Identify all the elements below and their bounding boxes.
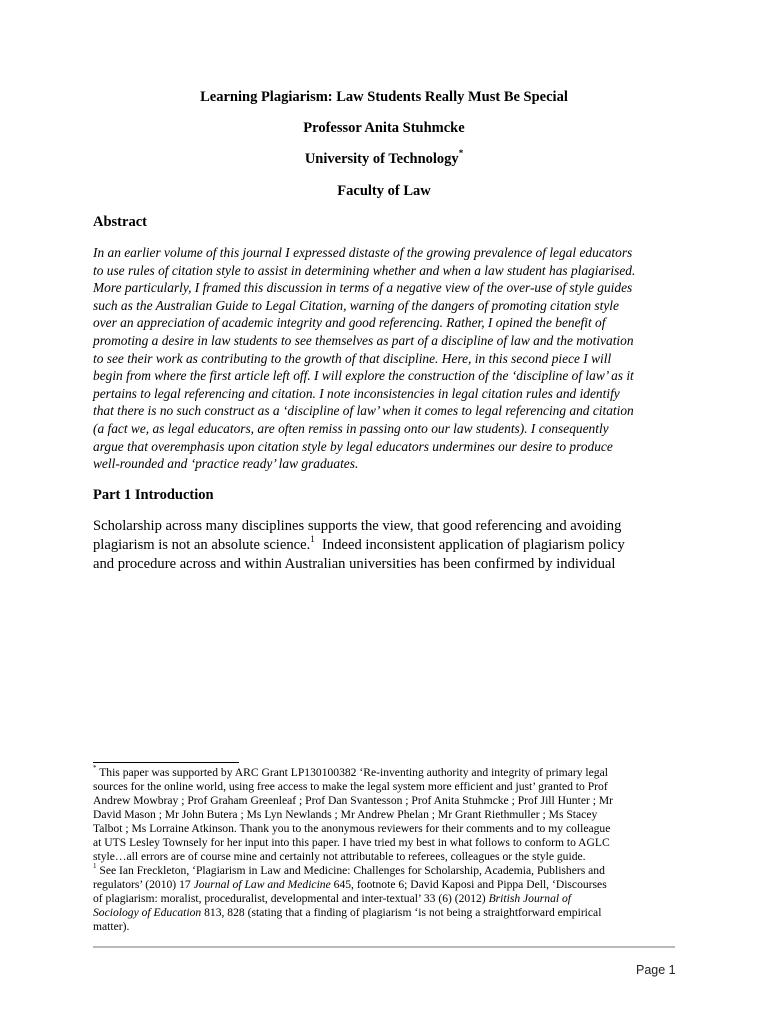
footnote-text: See Ian Freckleton, ‘Plagiarism in Law and Medicine: Challenges for Scholarship, Academia, Publishers and [96, 864, 605, 877]
footnote-text: of plagiarism: moralist, proceduralist, developmental and inter-textual’ 33 (6) (2012) [93, 892, 489, 905]
footnote-line [93, 906, 683, 920]
abstract-line: More particularly, I framed this discussion in terms of a negative view of the over-use of style guides [93, 280, 633, 296]
abstract-line: promoting a desire in law students to see themselves as part of a discipline of law and the motivation [93, 332, 634, 348]
footnote-separator [93, 762, 239, 763]
abstract-line: over an appreciation of academic integrity and good referencing. Rather, I opined the benefit of [93, 315, 606, 331]
footnote-line [93, 892, 683, 906]
abstract-line: argue that overemphasis upon citation style by legal educators undermines our desire to produce [93, 438, 613, 454]
journal-title: Sociology of Education [93, 906, 202, 919]
footer-divider [93, 946, 675, 948]
body-line: and procedure across and within Australian universities has been confirmed by individual [93, 556, 616, 573]
part1-heading: Part 1 Introduction [93, 487, 214, 503]
abstract-line: that there is no such construct as a ‘discipline of law’ when it comes to legal referencing and citation [93, 403, 634, 419]
abstract-line: In an earlier volume of this journal I expressed distaste of the growing prevalence of legal educators [93, 245, 633, 260]
footnote-text: regulators’ (2010) 17 [93, 878, 194, 891]
footnote-line: Talbot ; Ms Lorraine Atkinson. Thank you to the anonymous reviewers for their comments and to my colleague [93, 822, 611, 835]
faculty-name: Faculty of Law [337, 183, 431, 199]
body-line: Scholarship across many disciplines supports the view, that good referencing and avoiding [93, 518, 622, 534]
abstract-line: begin from where the first article left off. I will explore the construction of the ‘discipline of law’ as it [93, 368, 634, 384]
abstract-line: such as the Australian Guide to Legal Citation, warning of the dangers of promoting citation style [93, 297, 619, 313]
footnote-text: This paper was supported by ARC Grant LP130100382 ‘Re-inventing authority and integrity of primary legal [96, 766, 608, 779]
footnote-1-line [93, 864, 683, 878]
introduction-body [93, 517, 693, 575]
institution-text: University of Technology [304, 151, 459, 167]
footnote-star-line [93, 766, 683, 780]
abstract-line: pertains to legal referencing and citation. I note inconsistencies in legal citation rules and identify [93, 385, 620, 401]
paper-title: Learning Plagiarism: Law Students Really Must Be Special [200, 89, 568, 105]
abstract-heading: Abstract [93, 214, 147, 230]
footnote-line [93, 878, 683, 892]
institution-name [93, 150, 675, 168]
footnote-line: matter). [93, 920, 130, 933]
body-line-text: Indeed inconsistent application of plagiarism policy [314, 537, 625, 554]
footnote-line: sources for the online world, using free access to make the legal system more efficient and just’ granted to Prof [93, 780, 608, 793]
footnotes [93, 766, 683, 934]
footnote-star-mark: * [93, 764, 97, 773]
institution-footnote-mark[interactable]: * [458, 148, 464, 159]
author-name: Professor Anita Stuhmcke [303, 120, 465, 136]
footnote-ref-1[interactable]: 1 [310, 534, 315, 545]
journal-title: Journal of Law and Medicine [193, 878, 331, 891]
footnote-1-mark: 1 [93, 862, 97, 871]
footnote-text: 645, footnote 6; David Kaposi and Pippa Dell, ‘Discourses [330, 878, 607, 891]
page-number: Page 1 [636, 963, 676, 977]
footnote-text: 813, 828 (stating that a finding of plagiarism ‘is not being a straightforward empirical [201, 906, 602, 919]
abstract-line: to see their work as contributing to the growth of that discipline. Here, in this second piece I will [93, 350, 612, 366]
abstract-text [93, 244, 675, 473]
abstract-line: to use rules of citation style to assist in determining whether and when a law student has plagiarised. [93, 262, 636, 278]
body-line-text: plagiarism is not an absolute science. [93, 537, 311, 554]
footnote-line: David Mason ; Mr John Butera ; Ms Lyn Newlands ; Mr Andrew Phelan ; Mr Grant Riethmuller ; Ms Stacey [93, 808, 598, 821]
footnote-line: at UTS Lesley Townsely for her input into this paper. I have tried my best in what follows to conform to AGLC [93, 836, 610, 849]
footnote-line: Andrew Mowbray ; Prof Graham Greenleaf ; Prof Dan Svantesson ; Prof Anita Stuhmcke ; Prof Jill Hunter ; Mr [93, 794, 614, 807]
footnote-line: style…all errors are of course mine and certainly not attributable to referees, colleagues or the style guide. [93, 850, 586, 863]
journal-title: British Journal of [488, 892, 572, 905]
abstract-line: well-rounded and ‘practice ready’ law graduates. [93, 456, 359, 472]
abstract-line: (a fact we, as legal educators, are often remiss in passing onto our law students). I consequently [93, 420, 609, 436]
body-line [93, 536, 693, 555]
